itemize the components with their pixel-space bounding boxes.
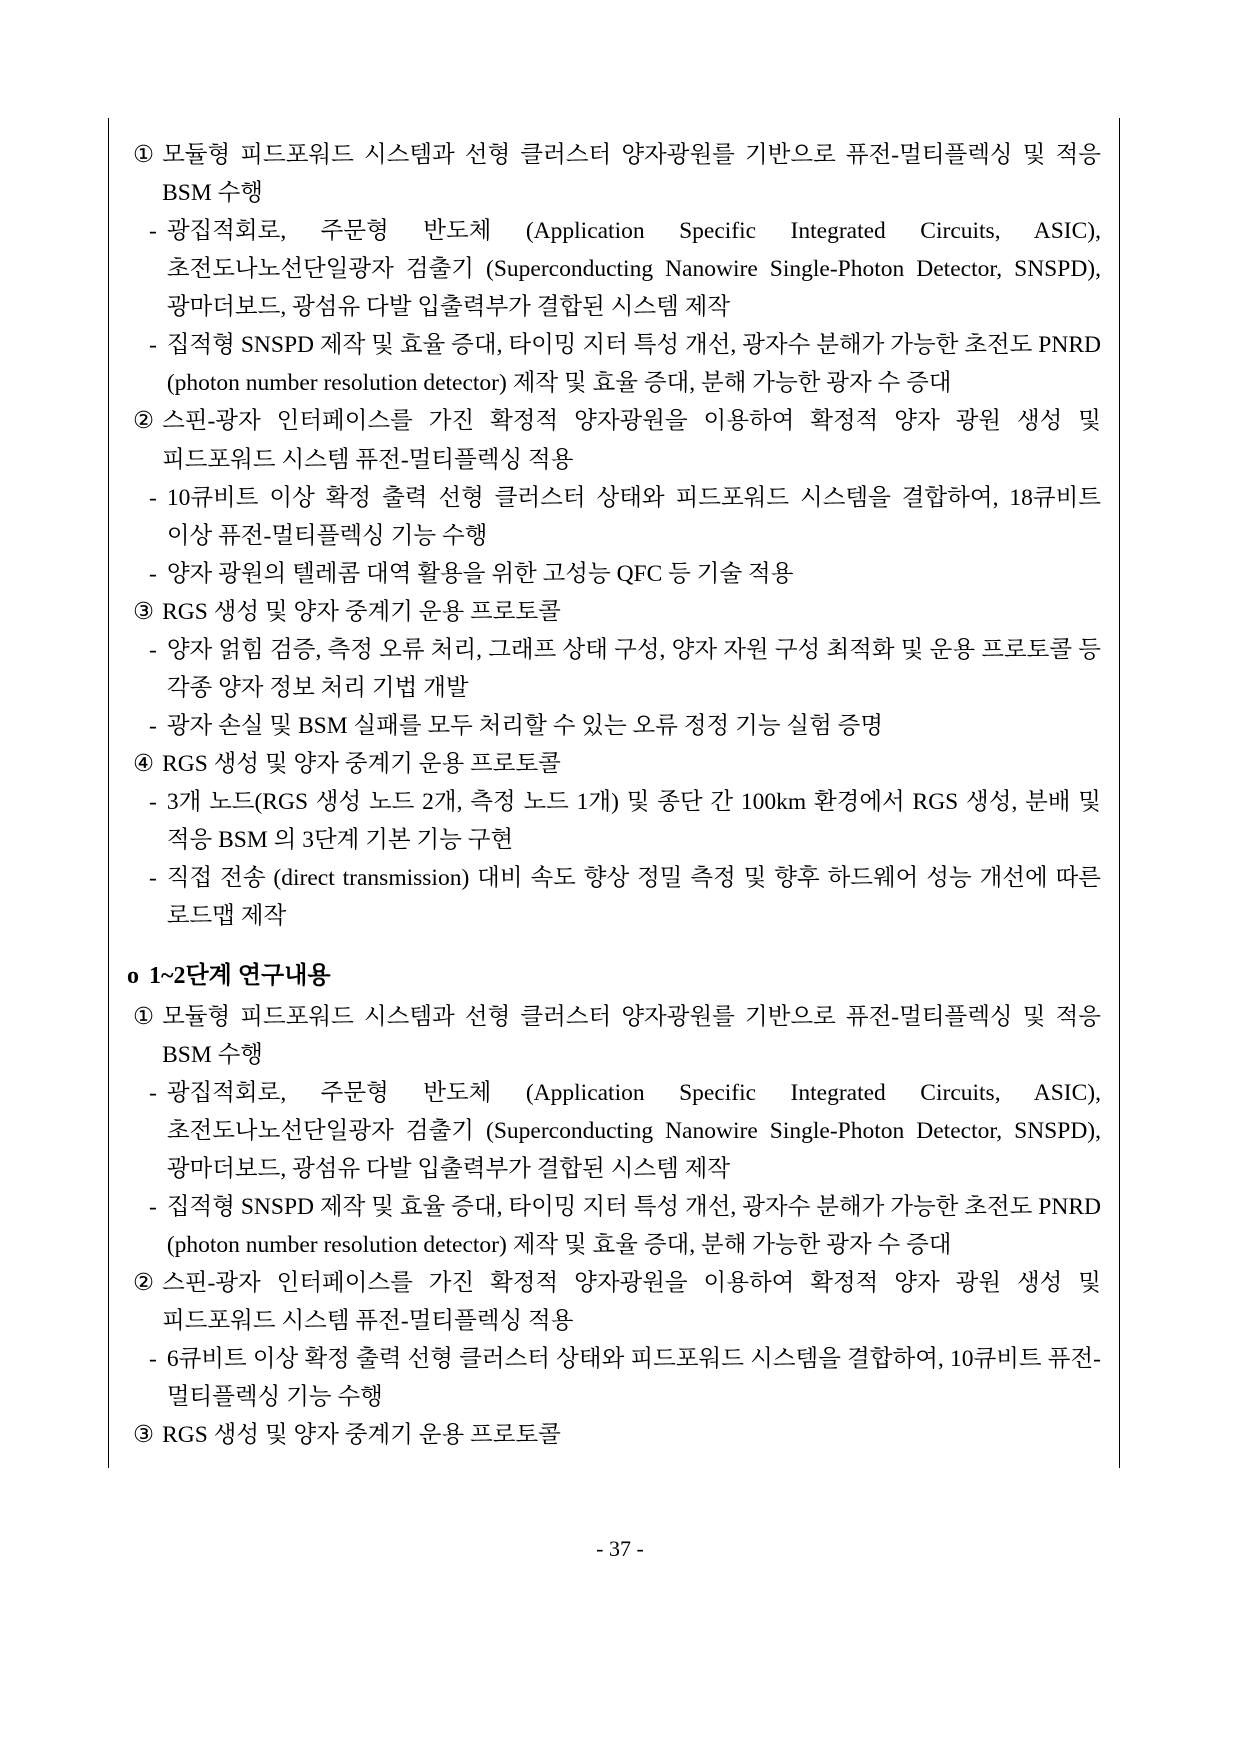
list-item [127,1264,1101,1340]
list-marker: - [149,560,157,587]
list-marker: - [149,218,157,245]
list-text: 3개 노드(RGS 생성 노드 2개, 측정 노드 1개) 및 종단 간 100km 환경에서 RGS 생성, 분배 및 적응 BSM 의 3단계 기본 기능 구현 [166,789,1101,854]
content-frame [108,118,1120,1468]
list-text: 집적형 SNSPD 제작 및 효율 증대, 타이밍 지터 특성 개선, 광자수 분해가 가능한 초전도 PNRD (photon number resolution detector) 제작 및 효율 증대, 분해 가능한 광자 수 증대 [166,332,1101,397]
list-text: 모듈형 피드포워드 시스템과 선형 클러스터 양자광원를 기반으로 퓨전-멀티플렉싱 및 적응 BSM 수행 [162,1003,1101,1068]
list-text: 광자 손실 및 BSM 실패를 모두 처리할 수 있는 오류 정정 기능 실험 증명 [166,712,884,739]
section-top [127,136,1101,935]
list-item [127,212,1101,326]
list-item [127,555,1101,593]
list-text: RGS 생성 및 양자 중계기 운용 프로토콜 [162,598,561,625]
list-item [127,479,1101,555]
list-item [127,631,1101,707]
list-item [127,859,1101,935]
list-item [127,1074,1101,1188]
list-marker: ③ [133,598,155,625]
list-text: 모듈형 피드포워드 시스템과 선형 클러스터 양자광원를 기반으로 퓨전-멀티플렉싱 및 적응 BSM 수행 [162,142,1101,207]
list-marker: - [149,712,157,739]
list-text: 직접 전송 (direct transmission) 대비 속도 향상 정밀 측정 및 향후 하드웨어 성능 개선에 따른 로드맵 제작 [166,865,1101,930]
list-item [127,707,1101,745]
list-marker: - [149,1346,157,1373]
list-item [127,1416,1101,1454]
list-marker: ① [133,142,155,168]
list-marker: ② [133,1270,155,1297]
list-item [127,745,1101,783]
section-phase-1-2 [127,957,1101,1454]
list-text: 양자 광원의 텔레콤 대역 활용을 위한 고성능 QFC 등 기술 적용 [166,560,794,587]
list-marker: - [149,789,157,816]
list-text: 광집적회로, 주문형 반도체 (Application Specific Integrated Circuits, ASIC), 초전도나노선단일광자 검출기 (Superconducting Nanowire Single-Photon Detector, SNSPD), 광마더보드, 광섬유 다발 입출력부가 결합된 시스템 제작 [166,218,1101,321]
page-number: - 37 - [596,1536,644,1561]
list-marker: - [149,1079,157,1106]
list-text: 양자 얽힘 검증, 측정 오류 처리, 그래프 상태 구성, 양자 자원 구성 최적화 및 운용 프로토콜 등 각종 양자 정보 처리 기법 개발 [166,636,1101,701]
list-item [127,998,1101,1074]
list-marker: - [149,636,157,663]
list-item [127,1340,1101,1416]
list-item [127,402,1101,478]
list-marker: - [149,332,157,359]
section-heading-text: 1~2단계 연구내용 [149,963,331,990]
list-text: 광집적회로, 주문형 반도체 (Application Specific Integrated Circuits, ASIC), 초전도나노선단일광자 검출기 (Superconducting Nanowire Single-Photon Detector, SNSPD), 광마더보드, 광섬유 다발 입출력부가 결합된 시스템 제작 [166,1079,1101,1182]
list-item [127,136,1101,212]
list-marker: - [149,484,157,511]
list-item [127,783,1101,859]
list-item [127,593,1101,631]
section-heading-marker: o [127,963,139,990]
list-marker: ④ [133,751,155,777]
list-text: 스핀-광자 인터페이스를 가진 확정적 양자광원을 이용하여 확정적 양자 광원 생성 및 피드포워드 시스템 퓨전-멀티플렉싱 적용 [162,408,1101,473]
list-text: RGS 생성 및 양자 중계기 운용 프로토콜 [162,751,561,777]
list-marker: ② [133,408,155,435]
section-heading [127,957,1101,995]
list-marker: - [149,865,157,892]
list-item [127,1188,1101,1264]
list-marker: - [149,1194,157,1221]
list-marker: ① [133,1003,155,1030]
list-text: 집적형 SNSPD 제작 및 효율 증대, 타이밍 지터 특성 개선, 광자수 분해가 가능한 초전도 PNRD (photon number resolution detector) 제작 및 효율 증대, 분해 가능한 광자 수 증대 [166,1194,1101,1259]
list-text: RGS 생성 및 양자 중계기 운용 프로토콜 [162,1422,561,1449]
list-marker: ③ [133,1422,155,1449]
list-text: 10큐비트 이상 확정 출력 선형 클러스터 상태와 피드포워드 시스템을 결합하여, 18큐비트 이상 퓨전-멀티플렉싱 기능 수행 [166,484,1101,549]
list-item [127,326,1101,402]
list-text: 스핀-광자 인터페이스를 가진 확정적 양자광원을 이용하여 확정적 양자 광원 생성 및 피드포워드 시스템 퓨전-멀티플렉싱 적용 [162,1270,1101,1335]
list-text: 6큐비트 이상 확정 출력 선형 클러스터 상태와 피드포워드 시스템을 결합하여, 10큐비트 퓨전-멀티플렉싱 기능 수행 [166,1346,1101,1411]
